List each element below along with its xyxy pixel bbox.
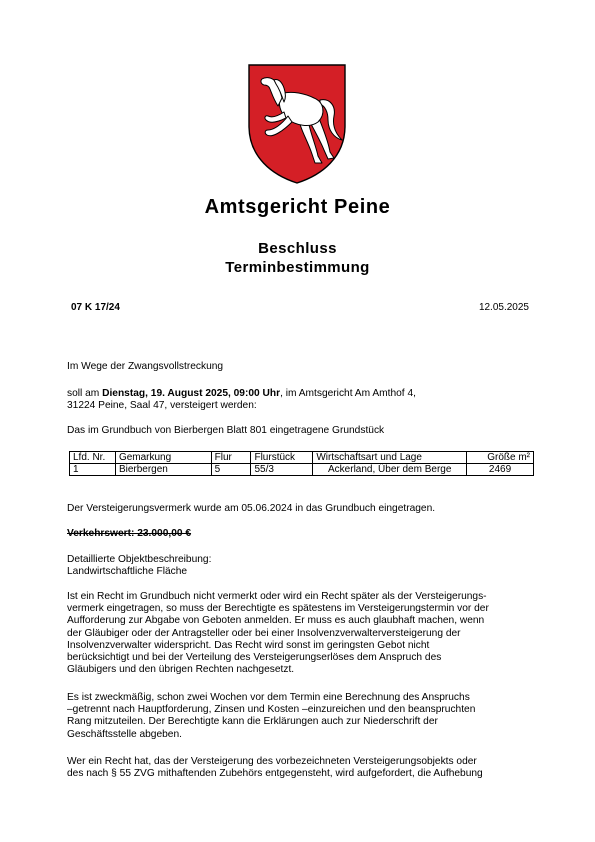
cell-wirtschaftsart: Ackerland, Über dem Berge bbox=[313, 464, 467, 476]
paragraph-line: Wer ein Recht hat, das der Versteigerung des vorbezeichneten Versteigerungsobjekts oder bbox=[67, 756, 477, 767]
document-title-block bbox=[0, 239, 595, 277]
paragraph-line: Rang mitzuteilen. Der Berechtigte kann die Erklärungen auch zur Niederschrift der bbox=[67, 716, 438, 728]
paragraph-line: Geschäftsstelle abgeben. bbox=[67, 728, 182, 740]
objektbeschreibung-label: Detaillierte Objektbeschreibung: bbox=[67, 554, 212, 565]
case-number: 07 K 17/24 bbox=[71, 302, 120, 313]
paragraph-entgegenstehendes-recht bbox=[67, 756, 531, 780]
paragraph-berechnung bbox=[67, 692, 531, 741]
paragraph-line: berücksichtigt und bei der Verteilung des Versteigerungserlöses dem Anspruch des bbox=[67, 652, 442, 664]
intro-text: Im Wege der Zwangsvollstreckung bbox=[67, 361, 224, 372]
paragraph-anmeldung bbox=[67, 591, 531, 676]
court-name: Amtsgericht Peine bbox=[204, 196, 391, 218]
paragraph-line: Aufforderung zur Abgabe von Geboten anmelden. Er muss es auch glaubhaft machen, wenn bbox=[67, 615, 485, 627]
col-header-flur: Flur bbox=[211, 452, 251, 464]
paragraph-line: –getrennt nach Hauptforderung, Zinsen und Kosten –einzureichen und den beanspruchten bbox=[67, 704, 476, 716]
termin-text bbox=[67, 388, 531, 412]
col-header-flurstueck: Flurstück bbox=[251, 452, 313, 464]
cell-lfd-nr: 1 bbox=[70, 464, 116, 476]
document-subtitle: Terminbestimmung bbox=[225, 259, 370, 276]
cell-flurstueck: 55/3 bbox=[251, 464, 313, 476]
paragraph-line: Es ist zweckmäßig, schon zwei Wochen vor dem Termin eine Berechnung des Anspruchs bbox=[67, 692, 470, 703]
versteigerungsvermerk: Der Versteigerungsvermerk wurde am 05.06.2024 in das Grundbuch eingetragen. bbox=[67, 503, 436, 514]
paragraph-line: Gläubigers und den übrigen Rechten nachgesetzt. bbox=[67, 664, 295, 676]
termin-pre: soll am bbox=[67, 388, 103, 399]
col-header-groesse: Größe m² bbox=[467, 452, 534, 464]
document-title: Beschluss bbox=[258, 240, 337, 257]
col-header-gemarkung: Gemarkung bbox=[115, 452, 211, 464]
verkehrswert-value: Verkehrswert: 23.000,00 € bbox=[67, 528, 192, 539]
paragraph-line: Ist ein Recht im Grundbuch nicht vermerkt oder wird ein Recht später als der Versteigerungs- bbox=[67, 591, 487, 602]
termin-line2: 31224 Peine, Saal 47, versteigert werden: bbox=[67, 400, 257, 412]
cell-gemarkung: Bierbergen bbox=[115, 464, 211, 476]
termin-post: , im Amtsgericht Am Amthof 4, bbox=[280, 388, 416, 399]
col-header-wirtschaftsart: Wirtschaftsart und Lage bbox=[313, 452, 467, 464]
cell-flur: 5 bbox=[211, 464, 251, 476]
paragraph-line: der Gläubiger oder der Antragsteller oder bei einer Insolvenzverwalterversteigerung der bbox=[67, 627, 461, 639]
col-header-lfd-nr: Lfd. Nr. bbox=[70, 452, 116, 464]
verkehrswert bbox=[67, 528, 531, 540]
lower-saxony-horse-crest-icon bbox=[248, 64, 346, 184]
cell-groesse: 2469 bbox=[467, 464, 534, 476]
paragraph-line: des nach § 55 ZVG mithaftenden Zubehörs entgegensteht, wird aufgefordert, die Aufhebung bbox=[67, 768, 483, 780]
grundbuch-intro: Das im Grundbuch von Bierbergen Blatt 801 eingetragene Grundstück bbox=[67, 425, 385, 436]
document-date: 12.05.2025 bbox=[478, 302, 529, 313]
table-header-row bbox=[70, 452, 534, 464]
paragraph-line: vermerk eingetragen, so muss der Berechtigte es spätestens im Versteigerungstermin vor der bbox=[67, 603, 489, 615]
objektbeschreibung-value: Landwirtschaftliche Fläche bbox=[67, 566, 188, 578]
grundstueck-table bbox=[69, 451, 534, 476]
termin-datetime: Dienstag, 19. August 2025, 09:00 Uhr bbox=[102, 388, 281, 399]
objektbeschreibung bbox=[67, 554, 531, 578]
table-row bbox=[70, 464, 534, 476]
paragraph-line: Insolvenzverwalter widerspricht. Das Recht wird sonst im geringsten Gebot nicht bbox=[67, 639, 430, 651]
